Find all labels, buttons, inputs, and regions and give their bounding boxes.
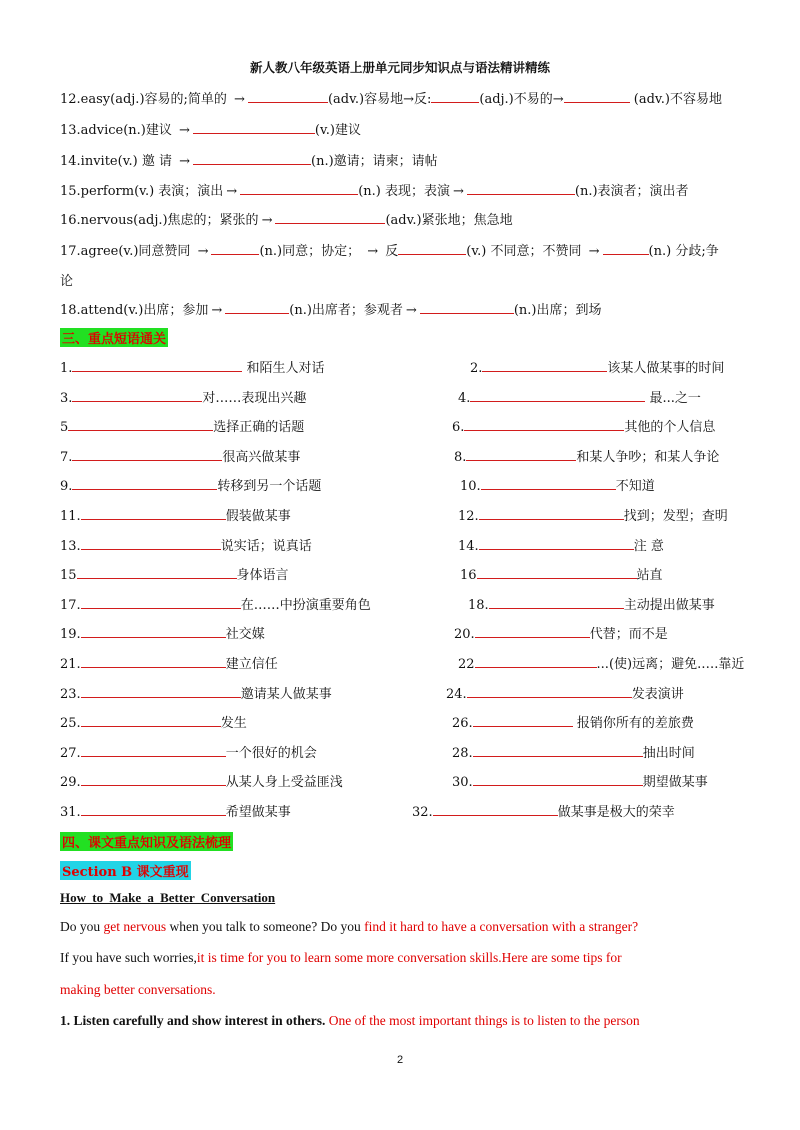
phrase-meaning: 最...之一 — [645, 390, 701, 406]
vocab-text: (n.) 分歧;争 — [648, 244, 719, 259]
phrase-row — [60, 475, 750, 495]
article-text: If you have such worries, — [60, 950, 197, 965]
phrase-meaning: 代替；而不是 — [589, 627, 668, 643]
phrase-number: 25. — [60, 716, 81, 732]
phrase-row — [60, 742, 750, 762]
vocab-text: (n.)同意；协定； — [259, 244, 365, 259]
phrase-item-right — [470, 357, 724, 376]
phrase-item-left — [60, 712, 247, 731]
vocab-text: 15.perform(v.) 表演；演出 — [60, 184, 224, 199]
phrase-item-right — [460, 475, 655, 494]
article-text: 1. Listen carefully and show interest in others. — [60, 1013, 326, 1028]
vocab-line-v17b — [60, 270, 750, 289]
phrase-number: 27. — [60, 745, 81, 761]
vocab-text: (v.) 不同意；不赞同 — [466, 244, 586, 259]
phrase-item-right — [460, 564, 663, 583]
vocab-text: 12.easy(adj.)容易的;简单的 — [60, 92, 232, 107]
answer-blank[interactable] — [211, 241, 259, 255]
phrase-meaning: 该某人做某事的时间 — [607, 361, 725, 376]
article-text: it is time for you to learn some more conversation skills. — [196, 950, 502, 965]
vocab-line-v16 — [60, 209, 750, 228]
phrase-meaning: 抽出时间 — [642, 745, 695, 761]
phrase-item-right — [458, 505, 728, 524]
answer-blank[interactable] — [81, 743, 226, 757]
vocab-text: 16.nervous(adj.)焦虑的；紧张的 — [60, 213, 259, 228]
answer-blank[interactable] — [475, 654, 597, 668]
answer-blank[interactable] — [193, 120, 315, 134]
answer-blank[interactable] — [77, 565, 237, 579]
phrase-item-right — [468, 594, 715, 613]
phrase-row — [60, 446, 750, 466]
arrow-icon: → — [405, 303, 417, 318]
phrase-meaning: 发生 — [220, 716, 247, 732]
answer-blank[interactable] — [475, 624, 590, 638]
vocab-line-v12 — [60, 88, 750, 107]
answer-blank[interactable] — [81, 536, 221, 550]
phrase-item-left — [60, 446, 300, 465]
answer-blank[interactable] — [81, 595, 241, 609]
answer-blank[interactable] — [193, 151, 311, 165]
phrase-meaning: 其他的个人信息 — [624, 420, 716, 436]
phrase-meaning: 发表演讲 — [631, 686, 684, 702]
phrase-meaning: 社交媒 — [225, 627, 265, 643]
answer-blank[interactable] — [72, 388, 202, 402]
phrase-item-right — [454, 446, 719, 465]
phrase-item-left — [60, 416, 304, 435]
phrase-meaning: 假装做某事 — [225, 509, 291, 524]
vocab-text: 18.attend(v.)出席；参加 — [60, 303, 209, 318]
article-paragraph-4 — [60, 1013, 750, 1029]
phrase-number: 11. — [60, 509, 81, 524]
phrase-row — [60, 712, 750, 732]
phrase-number: 16 — [460, 568, 477, 584]
phrase-item-right — [446, 683, 684, 702]
answer-blank[interactable] — [479, 536, 634, 550]
phrase-item-left — [60, 357, 325, 376]
phrase-item-right — [452, 771, 708, 790]
answer-blank[interactable] — [433, 802, 558, 816]
phrase-number: 26. — [452, 716, 473, 732]
phrase-number: 32. — [412, 805, 433, 820]
vocab-line-v15 — [60, 180, 750, 199]
phrase-number: 14. — [458, 538, 479, 554]
phrase-meaning: 选择正确的话题 — [213, 420, 305, 436]
phrase-meaning: 邀请某人做某事 — [240, 686, 332, 702]
answer-blank[interactable] — [464, 417, 624, 431]
vocab-text: (n.)出席；到场 — [513, 303, 602, 318]
phrase-row — [60, 683, 750, 703]
phrase-row — [60, 535, 750, 555]
phrase-meaning: 建立信任 — [225, 657, 278, 672]
section-b-title: Section B 课文重现 — [60, 861, 191, 880]
arrow-icon: → — [367, 244, 379, 259]
phrase-row — [60, 564, 750, 584]
answer-blank[interactable] — [81, 684, 241, 698]
answer-blank[interactable] — [225, 300, 289, 314]
phrase-number: 7. — [60, 449, 73, 465]
phrase-meaning: 不知道 — [615, 479, 655, 495]
vocab-line-v13 — [60, 119, 750, 138]
article-paragraph-3 — [60, 982, 750, 998]
answer-blank[interactable] — [479, 506, 624, 520]
article-text: find it hard to have a conversation with a stranger? — [364, 919, 639, 934]
phrase-number: 23. — [60, 686, 81, 702]
phrase-meaning: 注 意 — [633, 538, 664, 554]
phrase-item-left — [60, 801, 291, 820]
vocab-text: (n.)出席者；参观者 — [289, 303, 403, 318]
phrase-number: 2. — [470, 361, 483, 376]
answer-blank[interactable] — [81, 713, 221, 727]
phrase-number: 15 — [60, 568, 77, 584]
phrase-item-left — [60, 653, 278, 672]
phrase-number: 18. — [468, 597, 489, 613]
answer-blank[interactable] — [470, 388, 645, 402]
answer-blank[interactable] — [489, 595, 624, 609]
phrase-number: 5 — [60, 420, 69, 436]
page-header: 新人教八年级英语上册单元同步知识点与语法精讲精练 — [249, 60, 550, 75]
phrase-meaning: 和陌生人对话 — [242, 361, 325, 376]
answer-blank[interactable] — [275, 210, 385, 224]
phrase-row — [60, 505, 750, 525]
phrase-number: 13. — [60, 538, 81, 554]
phrase-meaning: 说实话；说真话 — [220, 538, 312, 554]
phrase-row — [60, 416, 750, 436]
phrase-number: 19. — [60, 627, 81, 643]
phrase-meaning: 在……中扮演重要角色 — [240, 597, 371, 613]
article-text: Do you — [60, 919, 104, 934]
answer-blank[interactable] — [473, 713, 573, 727]
phrase-row — [60, 653, 750, 673]
answer-blank[interactable] — [564, 89, 630, 103]
phrase-meaning: 站直 — [636, 568, 663, 584]
phrase-number: 20. — [454, 627, 475, 643]
phrase-meaning: 找到；发型；查明 — [623, 509, 728, 524]
answer-blank[interactable] — [72, 358, 242, 372]
phrase-row — [60, 387, 750, 407]
phrase-row — [60, 594, 750, 614]
phrase-item-right — [458, 387, 701, 406]
article-text: Here are some tips for — [501, 950, 622, 965]
arrow-icon: → — [226, 184, 238, 199]
phrase-item-right — [458, 535, 664, 554]
phrase-number: 21. — [60, 657, 81, 672]
answer-blank[interactable] — [240, 181, 358, 195]
vocab-text: (v.)建议 — [314, 123, 361, 138]
phrase-item-left — [60, 771, 343, 790]
answer-blank[interactable] — [431, 89, 479, 103]
answer-blank[interactable] — [398, 241, 466, 255]
answer-blank[interactable] — [72, 447, 222, 461]
article-text: get nervous — [103, 919, 167, 934]
answer-blank[interactable] — [603, 241, 649, 255]
answer-blank[interactable] — [72, 476, 217, 490]
phrase-number: 4. — [458, 390, 471, 406]
phrase-number: 12. — [458, 509, 479, 524]
phrase-item-right — [454, 623, 668, 642]
phrase-meaning: 从某人身上受益匪浅 — [225, 775, 343, 791]
phrase-item-right — [452, 416, 715, 435]
vocab-text: 反 — [381, 244, 399, 259]
phrase-number: 22 — [458, 657, 475, 672]
phrase-meaning: 身体语言 — [236, 568, 289, 584]
answer-blank[interactable] — [248, 89, 328, 103]
answer-blank[interactable] — [81, 772, 226, 786]
phrase-meaning: 主动提出做某事 — [623, 597, 715, 613]
vocab-text: (adj.)不易的→ — [479, 92, 564, 107]
phrase-number: 30. — [452, 775, 473, 791]
phrase-number: 6. — [452, 420, 465, 436]
vocab-text: (n.) 表现；表演 — [358, 184, 450, 199]
phrase-item-left — [60, 594, 371, 613]
answer-blank[interactable] — [467, 181, 575, 195]
arrow-icon: → — [179, 154, 191, 169]
answer-blank[interactable] — [81, 506, 226, 520]
phrase-number: 17. — [60, 597, 81, 613]
phrase-item-left — [60, 387, 306, 406]
vocab-text: (adv.)容易地→反: — [327, 92, 432, 107]
phrase-meaning: 转移到另一个话题 — [217, 479, 322, 495]
arrow-icon: → — [197, 244, 209, 259]
answer-blank[interactable] — [473, 772, 643, 786]
phrase-row — [60, 357, 750, 377]
vocab-line-v17 — [60, 240, 750, 259]
phrase-meaning: 希望做某事 — [225, 805, 291, 820]
page-number: 2 — [396, 1054, 404, 1066]
phrase-item-left — [60, 475, 321, 494]
phrase-number: 28. — [452, 745, 473, 761]
arrow-icon: → — [179, 123, 190, 138]
phrase-meaning: 和某人争吵；和某人争论 — [576, 449, 720, 465]
phrase-meaning: 做某事是极大的荣幸 — [557, 805, 675, 820]
phrase-item-left — [60, 505, 291, 524]
arrow-icon: → — [234, 92, 245, 107]
arrow-icon: → — [588, 244, 600, 259]
answer-blank[interactable] — [68, 417, 213, 431]
phrase-item-left — [60, 683, 332, 702]
section-3-title: 三、重点短语通关 — [60, 328, 168, 347]
arrow-icon: → — [452, 184, 464, 199]
vocab-text: 论 — [60, 274, 74, 289]
phrase-number: 24. — [446, 686, 467, 702]
vocab-text: (adv.)紧张地；焦急地 — [385, 213, 513, 228]
phrase-number: 9. — [60, 479, 73, 495]
phrase-meaning: 很高兴做某事 — [222, 449, 301, 465]
phrase-meaning: 期望做某事 — [642, 775, 708, 791]
answer-blank[interactable] — [420, 300, 514, 314]
answer-blank[interactable] — [473, 743, 643, 757]
answer-blank[interactable] — [81, 802, 226, 816]
phrase-row — [60, 623, 750, 643]
phrase-meaning: 一个很好的机会 — [225, 745, 317, 761]
answer-blank[interactable] — [81, 654, 226, 668]
article-paragraph-1 — [60, 919, 750, 935]
phrase-number: 8. — [454, 449, 467, 465]
vocab-text: (adv.)不容易地 — [629, 92, 722, 107]
phrase-item-right — [412, 801, 675, 820]
phrase-meaning: 报销你所有的差旅费 — [572, 716, 694, 732]
phrase-item-left — [60, 564, 289, 583]
answer-blank[interactable] — [481, 476, 616, 490]
phrase-item-right — [452, 742, 695, 761]
arrow-icon: → — [261, 213, 273, 228]
phrase-number: 31. — [60, 805, 81, 820]
vocab-text: 13.advice(n.)建议 — [60, 123, 177, 138]
article-paragraph-2 — [60, 950, 750, 966]
phrase-number: 29. — [60, 775, 81, 791]
article-text: making better conversations. — [60, 982, 216, 997]
article-text: when you talk to someone? Do you — [166, 919, 365, 934]
answer-blank[interactable] — [477, 565, 637, 579]
answer-blank[interactable] — [466, 447, 576, 461]
phrase-meaning: ...(使)远离；避免.….靠近 — [596, 657, 745, 672]
vocab-line-v18 — [60, 299, 750, 318]
phrase-meaning: 对……表现出兴趣 — [202, 390, 307, 406]
vocab-text: (n.)邀请；请柬；请帖 — [311, 154, 438, 169]
answer-blank[interactable] — [81, 624, 226, 638]
phrase-row — [60, 801, 750, 821]
phrase-row — [60, 771, 750, 791]
phrase-number: 10. — [460, 479, 481, 495]
phrase-item-left — [60, 742, 317, 761]
section-4-title: 四、课文重点知识及语法梳理 — [60, 832, 233, 851]
phrase-item-left — [60, 623, 265, 642]
vocab-text: 17.agree(v.)同意赞同 — [60, 244, 195, 259]
vocab-line-v14 — [60, 150, 750, 169]
vocab-text: 14.invite(v.) 邀 请 — [60, 154, 177, 169]
phrase-item-left — [60, 535, 312, 554]
vocab-text: (n.)表演者；演出者 — [574, 184, 689, 199]
phrase-item-right — [452, 712, 694, 731]
phrase-item-right — [458, 653, 744, 672]
arrow-icon: → — [211, 303, 223, 318]
phrase-number: 3. — [60, 390, 73, 406]
answer-blank[interactable] — [467, 684, 632, 698]
phrase-number: 1. — [60, 361, 73, 376]
article-text: One of the most important things is to listen to the person — [325, 1013, 640, 1028]
article-title: How to Make a Better Conversation — [60, 890, 276, 905]
answer-blank[interactable] — [482, 358, 607, 372]
